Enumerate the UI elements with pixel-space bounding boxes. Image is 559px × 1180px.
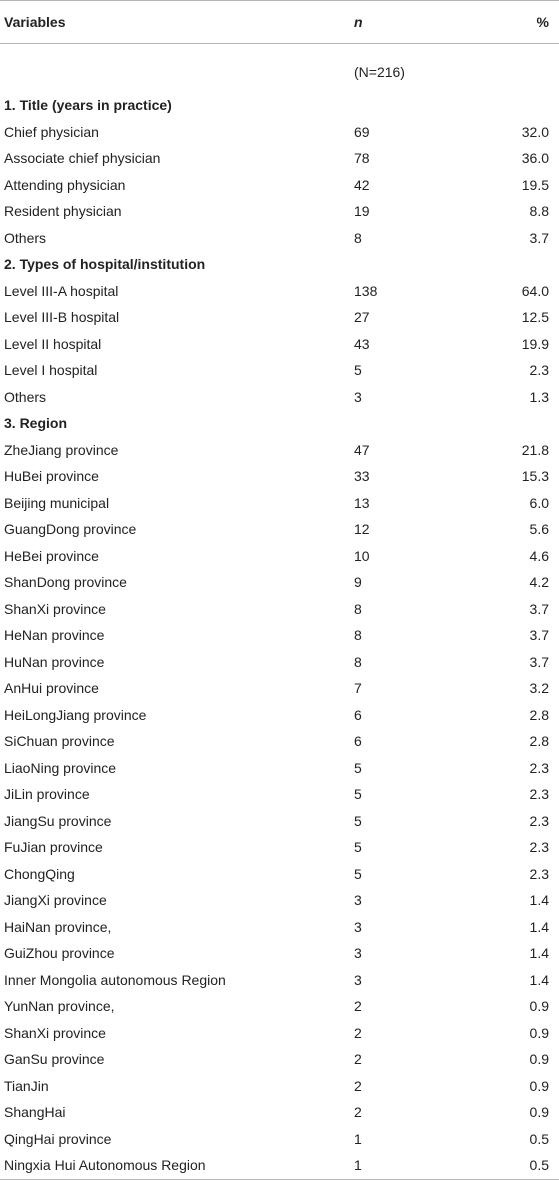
row-label: FuJian province bbox=[4, 839, 103, 856]
row-percent: 21.8 bbox=[521, 441, 549, 458]
row-label: JiangSu province bbox=[4, 812, 112, 829]
table-row bbox=[0, 490, 559, 517]
row-label: Others bbox=[4, 229, 47, 246]
row-label: ShanXi province bbox=[4, 600, 106, 617]
row-percent: 2.3 bbox=[529, 759, 549, 776]
row-percent: 64.0 bbox=[521, 282, 549, 299]
row-count: 8 bbox=[354, 627, 362, 644]
row-count: 3 bbox=[354, 918, 362, 935]
row-percent: 36.0 bbox=[521, 150, 549, 167]
row-count: 78 bbox=[354, 150, 370, 167]
row-count: 12 bbox=[354, 521, 370, 538]
row-percent: 8.8 bbox=[529, 203, 549, 220]
row-label: ShanXi province bbox=[4, 1024, 106, 1041]
row-count: 5 bbox=[354, 759, 362, 776]
row-percent: 0.9 bbox=[529, 1024, 549, 1041]
row-percent: 3.7 bbox=[529, 627, 549, 644]
table-row bbox=[0, 702, 559, 729]
table-body bbox=[0, 44, 559, 1180]
section-title: 1. Title (years in practice) bbox=[4, 97, 172, 114]
header-percent: % bbox=[505, 1, 559, 44]
table-row bbox=[0, 437, 559, 464]
row-count: 138 bbox=[354, 282, 378, 299]
row-label: Beijing municipal bbox=[4, 494, 110, 511]
row-percent: 0.5 bbox=[529, 1130, 549, 1147]
table-row bbox=[0, 649, 559, 676]
row-percent: 32.0 bbox=[521, 123, 549, 140]
row-label: GuangDong province bbox=[4, 521, 137, 538]
row-count: 1 bbox=[354, 1130, 362, 1147]
row-percent: 2.3 bbox=[529, 865, 549, 882]
row-percent: 3.7 bbox=[529, 653, 549, 670]
row-percent: 1.4 bbox=[529, 892, 549, 909]
row-count: 5 bbox=[354, 362, 362, 379]
table-row bbox=[0, 119, 559, 146]
section-header-row bbox=[0, 92, 559, 119]
table-row bbox=[0, 1073, 559, 1100]
row-count: 19 bbox=[354, 203, 370, 220]
row-percent: 0.9 bbox=[529, 1077, 549, 1094]
row-count: 6 bbox=[354, 733, 362, 750]
row-count: 27 bbox=[354, 309, 370, 326]
row-percent: 4.6 bbox=[529, 547, 549, 564]
table-row bbox=[0, 940, 559, 967]
row-label: AnHui province bbox=[4, 680, 99, 697]
row-count: 2 bbox=[354, 1104, 362, 1121]
table-row bbox=[0, 781, 559, 808]
row-label: Level III-A hospital bbox=[4, 282, 119, 299]
row-label: ShanDong province bbox=[4, 574, 127, 591]
row-percent: 3.7 bbox=[529, 600, 549, 617]
row-count: 43 bbox=[354, 335, 370, 352]
row-percent: 5.6 bbox=[529, 521, 549, 538]
table-row bbox=[0, 834, 559, 861]
row-count: 47 bbox=[354, 441, 370, 458]
row-label: HaiNan province, bbox=[4, 918, 112, 935]
row-label: HeBei province bbox=[4, 547, 99, 564]
row-label: Others bbox=[4, 388, 47, 405]
row-count: 3 bbox=[354, 971, 362, 988]
row-label: ChongQing bbox=[4, 865, 75, 882]
row-count: 8 bbox=[354, 229, 362, 246]
row-percent: 4.2 bbox=[529, 574, 549, 591]
table-row bbox=[0, 1046, 559, 1073]
table-row bbox=[0, 1099, 559, 1126]
table-row bbox=[0, 543, 559, 570]
table-row bbox=[0, 808, 559, 835]
table-row bbox=[0, 145, 559, 172]
header-row bbox=[0, 1, 559, 44]
row-label: LiaoNing province bbox=[4, 759, 117, 776]
row-percent: 6.0 bbox=[529, 494, 549, 511]
row-label: GanSu province bbox=[4, 1051, 105, 1068]
row-count: 7 bbox=[354, 680, 362, 697]
row-count: 9 bbox=[354, 574, 362, 591]
section-title: 3. Region bbox=[4, 415, 68, 432]
row-count: 8 bbox=[354, 653, 362, 670]
row-label: HuNan province bbox=[4, 653, 105, 670]
row-label: ZheJiang province bbox=[4, 441, 119, 458]
row-count: 5 bbox=[354, 786, 362, 803]
row-percent: 3.2 bbox=[529, 680, 549, 697]
row-count: 33 bbox=[354, 468, 370, 485]
row-label: TianJin bbox=[4, 1077, 49, 1094]
row-label: ShangHai bbox=[4, 1104, 66, 1121]
row-label: JiangXi province bbox=[4, 892, 107, 909]
sample-size: (N=216) bbox=[354, 64, 405, 80]
row-label: QingHai province bbox=[4, 1130, 112, 1147]
table-row bbox=[0, 914, 559, 941]
row-percent: 1.4 bbox=[529, 971, 549, 988]
table-row bbox=[0, 887, 559, 914]
row-count: 1 bbox=[350, 1152, 505, 1179]
section-header-row bbox=[0, 410, 559, 437]
table-row bbox=[0, 357, 559, 384]
row-percent: 0.9 bbox=[529, 1104, 549, 1121]
table-row bbox=[0, 967, 559, 994]
row-label: Level II hospital bbox=[4, 335, 102, 352]
row-percent: 1.4 bbox=[529, 918, 549, 935]
table-row bbox=[0, 225, 559, 252]
row-label: SiChuan province bbox=[4, 733, 115, 750]
row-label: Level III-B hospital bbox=[4, 309, 120, 326]
row-label: Chief physician bbox=[4, 123, 99, 140]
row-percent: 2.3 bbox=[529, 362, 549, 379]
row-count: 2 bbox=[354, 1077, 362, 1094]
row-count: 2 bbox=[354, 1051, 362, 1068]
row-label: Inner Mongolia autonomous Region bbox=[4, 971, 226, 988]
row-percent: 19.5 bbox=[521, 176, 549, 193]
row-count: 6 bbox=[354, 706, 362, 723]
row-percent: 2.8 bbox=[529, 733, 549, 750]
row-count: 69 bbox=[354, 123, 370, 140]
row-percent: 0.5 bbox=[505, 1152, 559, 1179]
row-count: 5 bbox=[354, 812, 362, 829]
row-count: 8 bbox=[354, 600, 362, 617]
table-row bbox=[0, 304, 559, 331]
row-percent: 2.3 bbox=[529, 839, 549, 856]
header-n: n bbox=[350, 1, 505, 44]
row-percent: 1.3 bbox=[529, 388, 549, 405]
table-row bbox=[0, 675, 559, 702]
row-percent: 3.7 bbox=[529, 229, 549, 246]
table-row bbox=[0, 198, 559, 225]
table-row bbox=[0, 993, 559, 1020]
row-label: JiLin province bbox=[4, 786, 90, 803]
section-title: 2. Types of hospital/institution bbox=[4, 256, 206, 273]
row-count: 42 bbox=[354, 176, 370, 193]
row-percent: 1.4 bbox=[529, 945, 549, 962]
row-label: HeNan province bbox=[4, 627, 105, 644]
row-percent: 19.9 bbox=[521, 335, 549, 352]
row-count: 3 bbox=[354, 892, 362, 909]
table-row bbox=[0, 331, 559, 358]
row-label: HeiLongJiang province bbox=[4, 706, 147, 723]
row-count: 3 bbox=[354, 945, 362, 962]
row-label: YunNan province, bbox=[4, 998, 115, 1015]
table-row bbox=[0, 278, 559, 305]
table-row bbox=[0, 622, 559, 649]
sample-size-row bbox=[0, 44, 559, 93]
row-percent: 2.8 bbox=[529, 706, 549, 723]
row-percent: 2.3 bbox=[529, 786, 549, 803]
row-count: 5 bbox=[354, 865, 362, 882]
table-row bbox=[0, 861, 559, 888]
table-row bbox=[0, 384, 559, 411]
row-percent: 0.9 bbox=[529, 1051, 549, 1068]
section-header-row bbox=[0, 251, 559, 278]
table-row bbox=[0, 463, 559, 490]
row-count: 2 bbox=[354, 998, 362, 1015]
table-row bbox=[0, 1020, 559, 1047]
row-count: 5 bbox=[354, 839, 362, 856]
row-label: Resident physician bbox=[4, 203, 122, 220]
header-variables: Variables bbox=[0, 1, 350, 44]
row-count: 13 bbox=[354, 494, 370, 511]
table-row bbox=[0, 596, 559, 623]
row-label: HuBei province bbox=[4, 468, 99, 485]
row-count: 10 bbox=[354, 547, 370, 564]
row-label: Associate chief physician bbox=[4, 150, 161, 167]
row-count: 3 bbox=[354, 388, 362, 405]
row-label: GuiZhou province bbox=[4, 945, 115, 962]
table-row bbox=[0, 728, 559, 755]
row-percent: 12.5 bbox=[521, 309, 549, 326]
table-row bbox=[0, 516, 559, 543]
table-row bbox=[0, 1152, 559, 1179]
row-label: Ningxia Hui Autonomous Region bbox=[0, 1152, 350, 1179]
row-percent: 2.3 bbox=[529, 812, 549, 829]
table-row bbox=[0, 172, 559, 199]
row-label: Level I hospital bbox=[4, 362, 98, 379]
table-row bbox=[0, 569, 559, 596]
row-count: 2 bbox=[354, 1024, 362, 1041]
table-row bbox=[0, 755, 559, 782]
row-percent: 15.3 bbox=[521, 468, 549, 485]
row-label: Attending physician bbox=[4, 176, 126, 193]
table-row bbox=[0, 1126, 559, 1153]
row-percent: 0.9 bbox=[529, 998, 549, 1015]
